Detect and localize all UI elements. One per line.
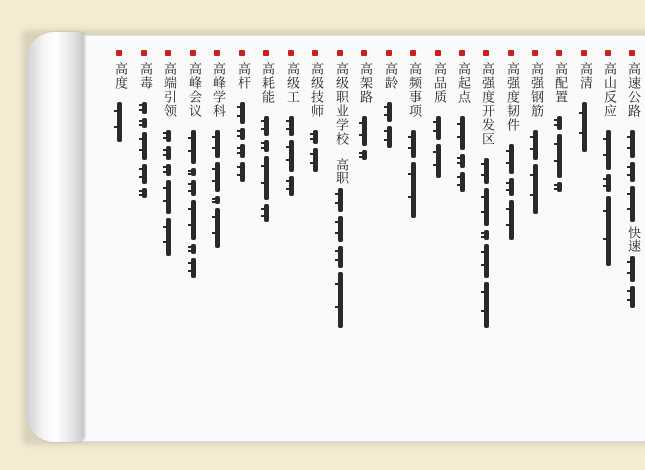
bullet-icon xyxy=(337,50,343,56)
term-mongolian xyxy=(313,128,318,174)
term-chinese: 高峰会议 xyxy=(186,62,201,118)
term-chinese: 高频事项 xyxy=(406,62,421,118)
term-mongolian xyxy=(387,100,392,150)
bullet-icon xyxy=(483,50,489,56)
term-chinese: 高度 xyxy=(112,62,127,90)
term-chinese: 高龄 xyxy=(382,62,397,90)
glossary-entry xyxy=(500,50,522,450)
term-mongolian xyxy=(582,100,587,154)
glossary-entry xyxy=(378,50,400,450)
term-chinese: 高杆 xyxy=(235,62,250,90)
bullet-icon xyxy=(532,50,538,56)
bullet-icon xyxy=(361,50,367,56)
term-mongolian xyxy=(264,114,269,224)
bullet-icon xyxy=(263,50,269,56)
glossary-entry xyxy=(597,50,619,450)
glossary-entry xyxy=(329,50,351,450)
term-chinese: 高端引领 xyxy=(161,62,176,118)
term-parenthetical: 高职 xyxy=(333,158,348,184)
term-mongolian xyxy=(484,156,489,330)
term-chinese: 高强钢筋 xyxy=(528,62,543,118)
term-mongolian xyxy=(191,128,196,280)
bullet-icon xyxy=(239,50,245,56)
bullet-icon xyxy=(508,50,514,56)
glossary-entry xyxy=(402,50,424,450)
term-chinese: 高级技师 xyxy=(308,62,323,118)
bullet-icon xyxy=(386,50,392,56)
glossary-entry xyxy=(255,50,277,450)
glossary-entry xyxy=(427,50,449,450)
term-chinese: 高清 xyxy=(577,62,592,90)
term-mongolian xyxy=(333,156,347,330)
bullet-icon xyxy=(435,50,441,56)
term-chinese: 高配置 xyxy=(552,62,567,104)
term-chinese: 高品质 xyxy=(431,62,446,104)
bullet-icon xyxy=(629,50,635,56)
glossary-entry xyxy=(304,50,326,450)
glossary-entry xyxy=(524,50,546,450)
bullet-icon xyxy=(116,50,122,56)
glossary-entry xyxy=(133,50,155,450)
glossary-entry xyxy=(280,50,302,450)
term-mongolian xyxy=(142,100,147,200)
term-chinese: 高山反应 xyxy=(601,62,616,118)
glossary-entry xyxy=(231,50,253,450)
glossary-entry xyxy=(206,50,228,450)
term-parenthetical: 快速 xyxy=(625,226,640,252)
term-mongolian xyxy=(117,100,122,144)
glossary-entry xyxy=(108,50,130,450)
term-chinese: 高强度韧件 xyxy=(504,62,519,132)
bullet-icon xyxy=(581,50,587,56)
term-chinese: 高架路 xyxy=(357,62,372,104)
term-chinese: 高强度开发区 xyxy=(479,62,494,146)
term-chinese: 高级工 xyxy=(284,62,299,104)
term-mongolian xyxy=(289,114,294,198)
term-chinese: 高毒 xyxy=(137,62,152,90)
term-chinese: 高级职业学校 xyxy=(333,62,348,146)
bullet-icon xyxy=(459,50,465,56)
glossary-entry xyxy=(573,50,595,450)
term-chinese: 高峰学科 xyxy=(210,62,225,118)
term-mongolian xyxy=(625,128,639,310)
bullet-icon xyxy=(288,50,294,56)
bullet-icon xyxy=(165,50,171,56)
bullet-icon xyxy=(214,50,220,56)
term-mongolian xyxy=(215,128,220,250)
glossary-entry xyxy=(451,50,473,450)
bullet-icon xyxy=(410,50,416,56)
term-mongolian xyxy=(362,114,367,162)
term-mongolian xyxy=(436,114,441,180)
term-chinese: 高起点 xyxy=(455,62,470,104)
glossary-entry xyxy=(475,50,497,450)
term-chinese: 高速公路 xyxy=(625,62,640,118)
bullet-icon xyxy=(141,50,147,56)
term-mongolian xyxy=(509,142,514,242)
term-mongolian xyxy=(240,100,245,184)
glossary-entry xyxy=(157,50,179,450)
glossary-entry xyxy=(353,50,375,450)
bullet-icon xyxy=(190,50,196,56)
term-mongolian xyxy=(557,114,562,194)
term-mongolian xyxy=(606,128,611,268)
glossary-entry xyxy=(621,50,643,450)
term-mongolian xyxy=(166,128,171,258)
bullet-icon xyxy=(556,50,562,56)
term-mongolian xyxy=(533,128,538,216)
term-mongolian xyxy=(460,114,465,194)
term-mongolian xyxy=(411,128,416,220)
bullet-icon xyxy=(605,50,611,56)
glossary-entry xyxy=(182,50,204,450)
term-chinese: 高耗能 xyxy=(259,62,274,104)
glossary-entry xyxy=(548,50,570,450)
bullet-icon xyxy=(312,50,318,56)
